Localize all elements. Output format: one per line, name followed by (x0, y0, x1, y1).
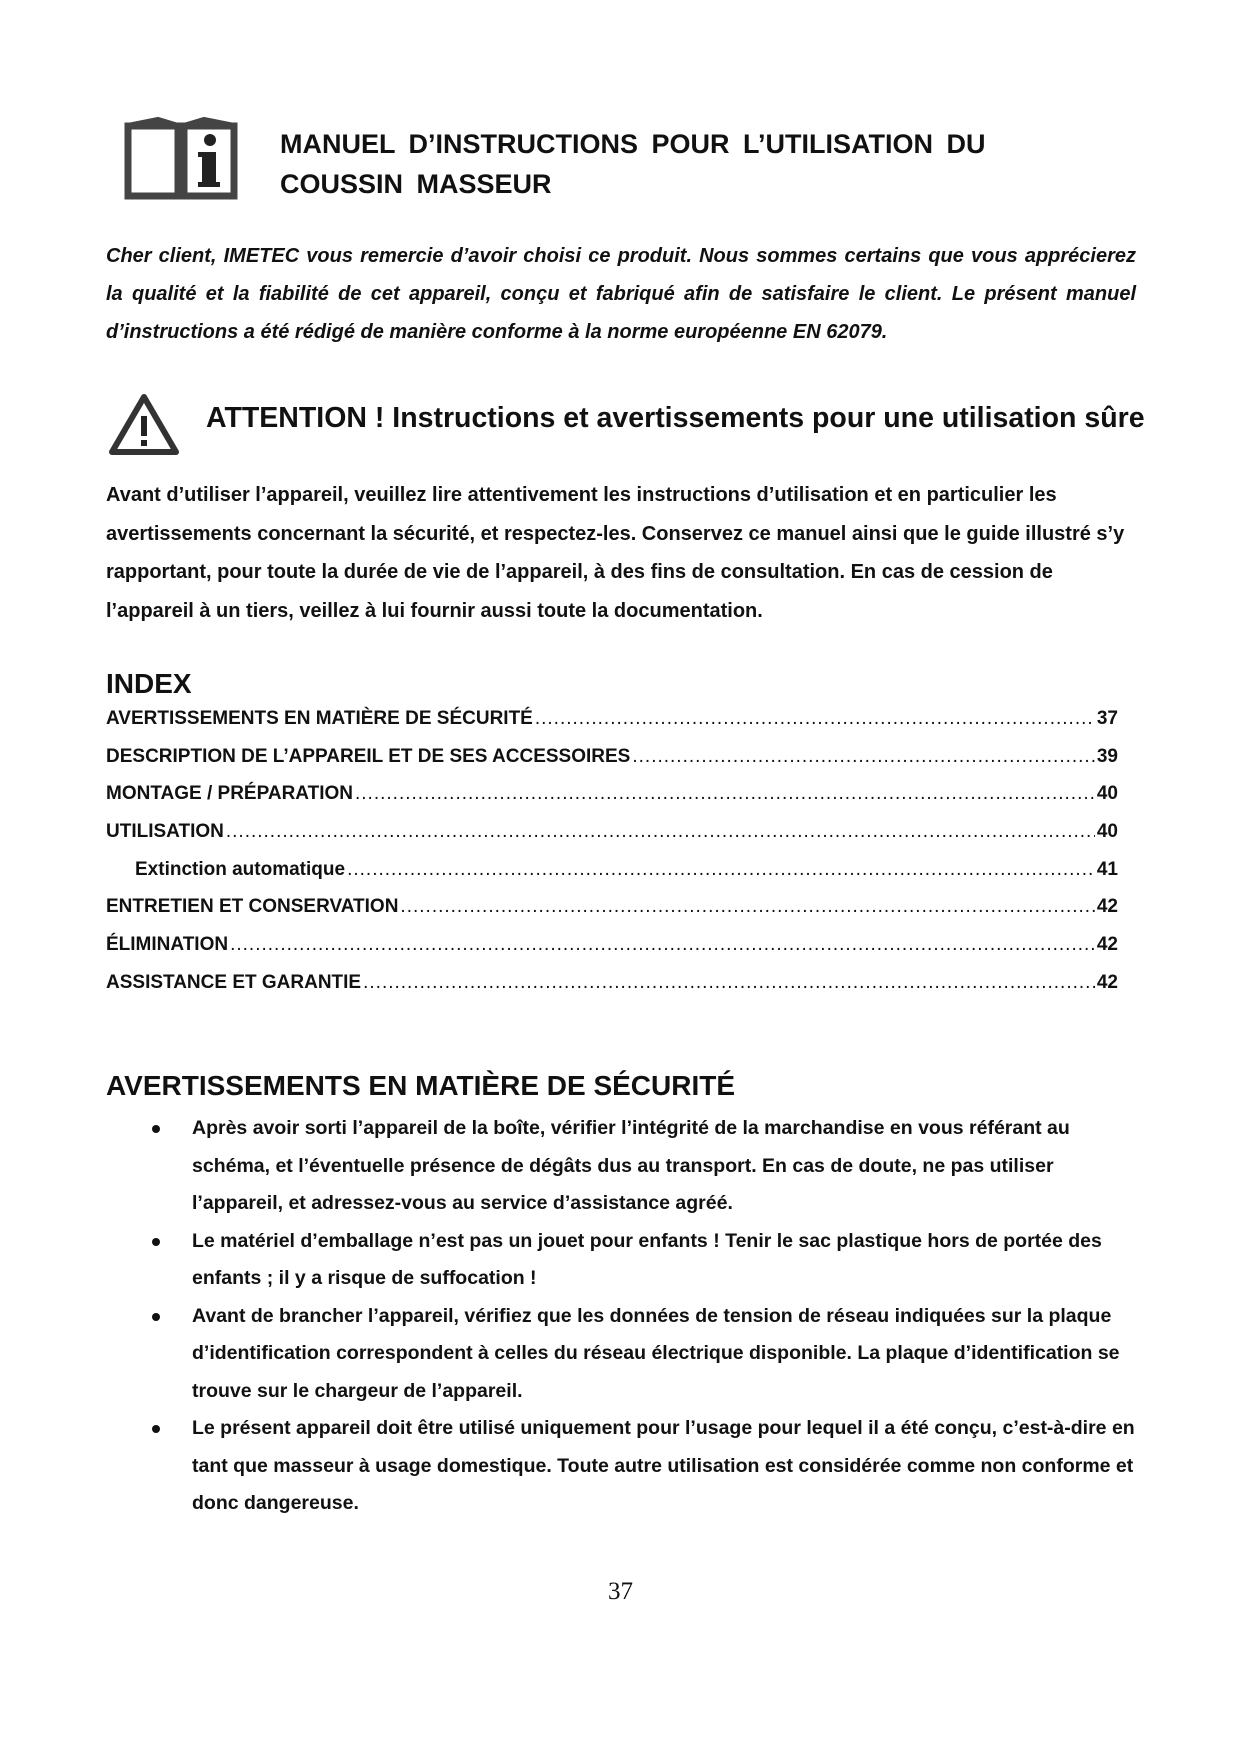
toc-entry[interactable] (106, 896, 1118, 934)
toc-entry[interactable] (106, 934, 1118, 972)
toc-entry-label: Extinction automatique (135, 858, 346, 880)
toc-entry-page: 40 (1096, 821, 1118, 843)
safety-heading: AVERTISSEMENTS EN MATIÈRE DE SÉCURITÉ (106, 1070, 736, 1101)
safety-bullet-list (106, 1110, 1136, 1523)
open-manual-info-icon (122, 116, 240, 204)
toc-leader-dots (632, 746, 1095, 768)
toc-entry-page: 42 (1096, 896, 1118, 918)
safety-bullet (106, 1298, 1136, 1411)
toc-entry-page: 42 (1096, 971, 1118, 993)
toc-entry-label: ASSISTANCE ET GARANTIE (106, 971, 362, 993)
toc-entry-label: UTILISATION (106, 821, 224, 843)
safety-bullet (106, 1223, 1136, 1298)
toc-entry-label: ÉLIMINATION (106, 934, 229, 956)
toc-entry-page: 40 (1096, 783, 1118, 805)
safety-bullet-text: Le matériel d’emballage n’est pas un jouet pour enfants ! Tenir le sac plastique hors de portée des enfants ; il y a risque de suffocation ! (192, 1229, 1102, 1289)
attention-heading: ATTENTION ! Instructions et avertissements pour une utilisation sûre (206, 402, 1145, 434)
toc-leader-dots (230, 934, 1095, 956)
page-number: 37 (608, 1578, 633, 1605)
warning-triangle-icon (108, 392, 180, 456)
document-title-line2: COUSSIN MASSEUR (280, 169, 552, 199)
table-of-contents (106, 708, 1118, 1010)
document-title (280, 124, 1100, 204)
bullet-dot-icon (152, 1238, 160, 1246)
toc-entry-label: AVERTISSEMENTS EN MATIÈRE DE SÉCURITÉ (106, 708, 533, 729)
bullet-dot-icon (152, 1125, 160, 1133)
toc-leader-dots (535, 708, 1095, 730)
toc-entry-page: 37 (1096, 708, 1118, 729)
toc-entry-page: 39 (1096, 745, 1118, 767)
toc-leader-dots (347, 859, 1095, 881)
toc-entry[interactable] (106, 708, 1118, 746)
bullet-dot-icon (152, 1313, 160, 1321)
safety-bullet-text: Avant de brancher l’appareil, vérifiez que les données de tension de réseau indiquées sur la plaque d’identification correspondent à celles du réseau électrique disponible. La plaque d’identification se trouve sur le chargeur de l’appareil. (192, 1304, 1120, 1402)
safety-bullet (106, 1410, 1136, 1523)
toc-entry-label: MONTAGE / PRÉPARATION (106, 783, 353, 805)
toc-leader-dots (400, 896, 1094, 918)
toc-leader-dots (226, 821, 1095, 843)
toc-leader-dots (363, 972, 1095, 994)
index-heading: INDEX (106, 668, 192, 699)
toc-entry[interactable] (106, 821, 1118, 859)
toc-entry-label: ENTRETIEN ET CONSERVATION (106, 896, 399, 918)
toc-entry-page: 42 (1096, 934, 1118, 956)
toc-entry[interactable] (106, 746, 1118, 784)
toc-entry-page: 41 (1096, 858, 1118, 880)
toc-subentry[interactable] (106, 859, 1118, 897)
toc-entry[interactable] (106, 972, 1118, 1010)
bullet-dot-icon (152, 1425, 160, 1433)
attention-paragraph: Avant d’utiliser l’appareil, veuillez lire attentivement les instructions d’utilisation et en particulier les avertissements concernant la sécurité, et respectez-les. Conservez ce manuel ainsi que le guide illustré s’y rapportant, pour toute la durée de vie de l’appareil, à des fins de consultation. En cas de cession de l’appareil à un tiers, veillez à lui fournir aussi toute la documentation. (106, 484, 1125, 622)
document-title-line1: MANUEL D’INSTRUCTIONS POUR L’UTILISATION DU (280, 129, 986, 159)
intro-paragraph: Cher client, IMETEC vous remercie d’avoir choisi ce produit. Nous sommes certains que vous apprécierez la qualité et la fiabilité de cet appareil, conçu et fabriqué afin de satisfaire le client. Le présent manuel d’instructions a été rédigé de manière conforme à la norme européenne EN 62079. (106, 245, 1136, 343)
toc-leader-dots (355, 783, 1095, 805)
safety-bullet-text: Le présent appareil doit être utilisé uniquement pour l’usage pour lequel il a été conçu, c’est-à-dire en tant que masseur à usage domestique. Toute autre utilisation est considérée comme non conforme et donc dangereuse. (192, 1417, 1135, 1514)
toc-entry-label: DESCRIPTION DE L’APPAREIL ET DE SES ACCESSOIRES (106, 745, 631, 767)
safety-bullet-text: Après avoir sorti l’appareil de la boîte, vérifier l’intégrité de la marchandise en vous référant au schéma, et l’éventuelle présence de dégâts dus au transport. En cas de doute, ne pas utiliser l’appareil, et adressez-vous au service d’assistance agréé. (192, 1117, 1070, 1214)
safety-bullet (106, 1110, 1136, 1223)
toc-entry[interactable] (106, 783, 1118, 821)
